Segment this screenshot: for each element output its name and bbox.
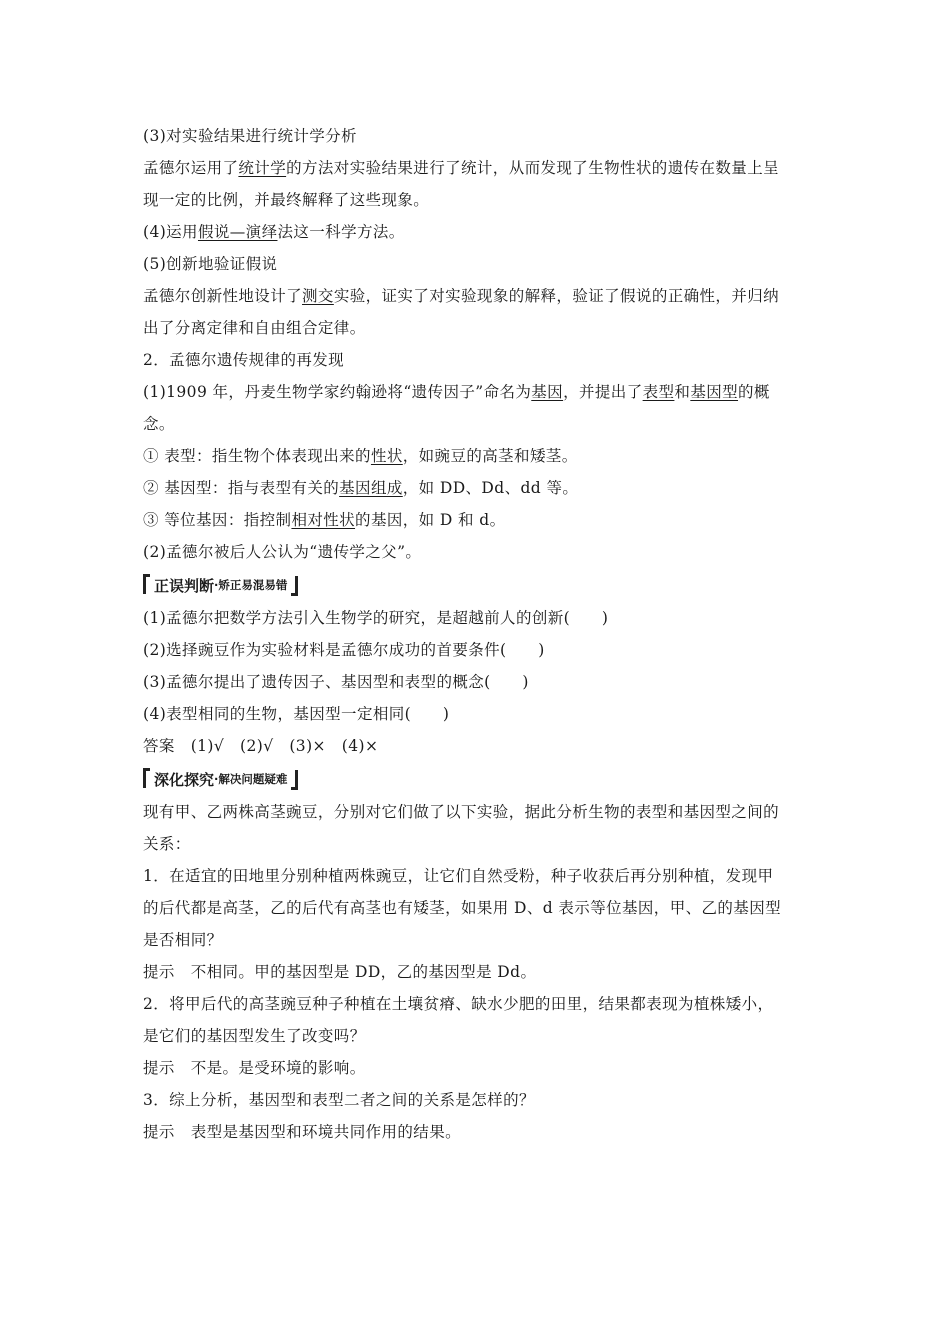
underlined-term: 假说—演绎: [197, 223, 278, 241]
underlined-term: 基因组成: [339, 479, 403, 497]
section-header-subtitle: ·矫正易混易错: [214, 578, 288, 592]
left-bracket-icon: [143, 574, 150, 594]
question-line: 2．将甲后代的高茎豌豆种子种植在土壤贫瘠、缺水少肥的田里，结果都表现为植株矮小，: [143, 995, 774, 1013]
list-item: [143, 504, 815, 536]
subsection-3-title: (3)对实验结果进行统计学分析: [143, 127, 357, 145]
text: 的概: [738, 383, 770, 401]
underlined-term: 测交: [302, 287, 334, 305]
text: ，如 DD、Dd、dd 等。: [402, 479, 579, 497]
question-line: 是否相同？: [143, 931, 223, 949]
section-2-title: 2．孟德尔遗传规律的再发现: [143, 351, 345, 369]
underlined-term: 性状: [370, 447, 403, 465]
judge-question: (3)孟德尔提出了遗传因子、基因型和表型的概念( ): [143, 673, 529, 691]
question-line: 的后代都是高茎，乙的后代有高茎也有矮茎，如果用 D、d 表示等位基因，甲、乙的基因型: [143, 899, 782, 917]
subsection-5-title: (5)创新地验证假说: [143, 255, 278, 273]
text: 的基因，如 D 和 d。: [355, 511, 506, 529]
paragraph-line: [143, 152, 815, 184]
judge-section-header: [143, 570, 815, 600]
text: 孟德尔创新性地设计了: [143, 287, 303, 305]
list-item: [143, 440, 815, 472]
section-header-title: 正误判断: [154, 576, 215, 595]
paragraph-line: (2)孟德尔被后人公认为“遗传学之父”。: [143, 543, 422, 561]
text: ① 表型：指生物个体表现出来的: [143, 447, 371, 465]
text: 的方法对实验结果进行了统计，从而发现了生物性状的遗传在数量上呈: [286, 159, 780, 177]
underlined-term: 统计学: [238, 159, 287, 177]
judge-question: (4)表型相同的生物，基因型一定相同( ): [143, 705, 450, 723]
section-header-title: 深化探究: [154, 770, 215, 789]
text: 孟德尔运用了: [143, 159, 239, 177]
question-line: 3．综上分析，基因型和表型二者之间的关系是怎样的？: [143, 1091, 535, 1109]
paragraph-line: 现一定的比例，并最终解释了这些现象。: [143, 191, 430, 209]
explore-section-header: [143, 764, 815, 794]
hint-line: 提示 不是。是受环境的影响。: [143, 1059, 366, 1077]
underlined-term: 表型: [642, 383, 675, 401]
paragraph-line: 关系：: [143, 835, 191, 853]
list-item: [143, 472, 815, 504]
text: ，如豌豆的高茎和矮茎。: [402, 447, 578, 465]
text: ③ 等位基因：指控制: [143, 511, 292, 529]
text: ，并提出了: [563, 383, 643, 401]
text: (1)1909 年，丹麦生物学家约翰逊将“遗传因子”命名为: [143, 383, 532, 401]
section-header-subtitle: ·解决问题疑难: [214, 772, 288, 786]
judge-question: (2)选择豌豆作为实验材料是孟德尔成功的首要条件( ): [143, 641, 545, 659]
text: 法这一科学方法。: [277, 223, 405, 241]
paragraph-line: 出了分离定律和自由组合定律。: [143, 319, 366, 337]
text: ② 基因型：指与表型有关的: [143, 479, 340, 497]
underlined-term: 基因型: [690, 383, 739, 401]
right-bracket-icon: [291, 576, 298, 596]
hint-line: 提示 表型是基因型和环境共同作用的结果。: [143, 1123, 462, 1141]
subsection-4: [143, 216, 815, 248]
left-bracket-icon: [143, 768, 150, 788]
right-bracket-icon: [291, 770, 298, 790]
judge-question: (1)孟德尔把数学方法引入生物学的研究，是超越前人的创新( ): [143, 609, 609, 627]
paragraph-line: 现有甲、乙两株高茎豌豆，分别对它们做了以下实验，据此分析生物的表型和基因型之间的: [143, 803, 780, 821]
question-line: 1．在适宜的田地里分别种植两株豌豆，让它们自然受粉，种子收获后再分别种植，发现甲: [143, 867, 774, 885]
text: (4)运用: [143, 223, 198, 241]
hint-line: 提示 不相同。甲的基因型是 DD，乙的基因型是 Dd。: [143, 963, 537, 981]
question-line: 是它们的基因型发生了改变吗？: [143, 1027, 366, 1045]
underlined-term: 相对性状: [291, 511, 356, 529]
document-page: [143, 120, 815, 1148]
paragraph-line: 念。: [143, 415, 175, 433]
underlined-term: 基因: [531, 383, 564, 401]
text: 实验，证实了对实验现象的解释，验证了假说的正确性，并归纳: [333, 287, 780, 305]
paragraph-line: [143, 280, 815, 312]
paragraph-line: [143, 376, 815, 408]
answer-line: 答案 (1)√ (2)√ (3)× (4)×: [143, 737, 379, 755]
text: 和: [674, 383, 691, 401]
